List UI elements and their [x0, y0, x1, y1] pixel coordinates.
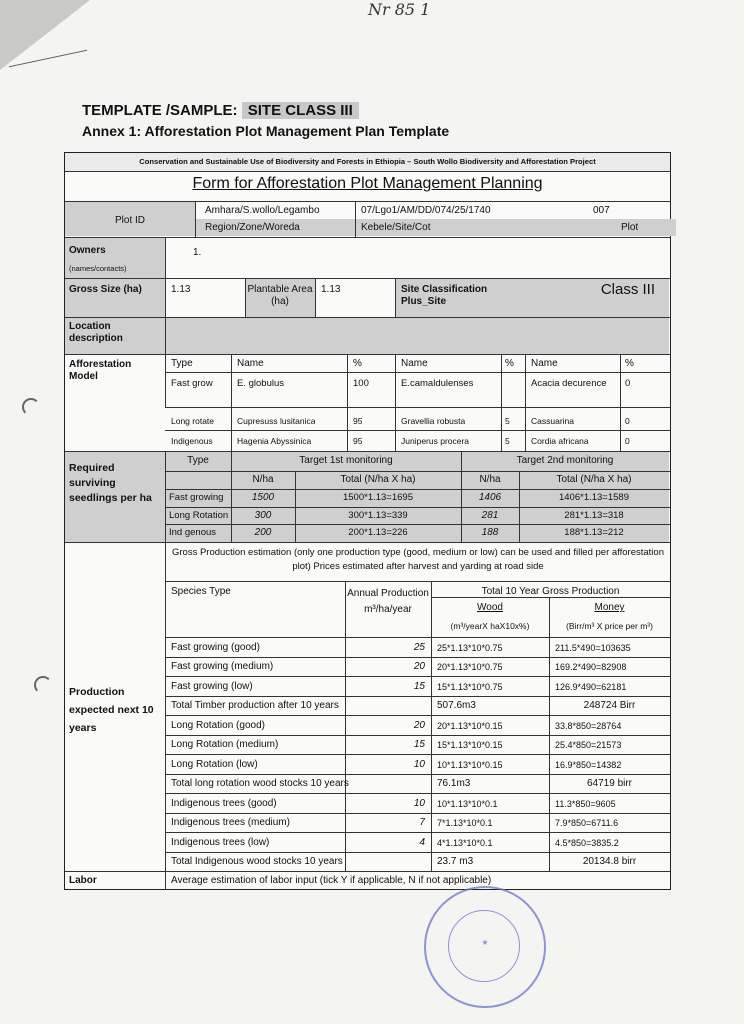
- seedlings-row-long-nha2: 281: [481, 510, 499, 521]
- model-header-pct-3: %: [625, 358, 634, 369]
- plantable-area-label: Plantable Area (ha): [247, 284, 313, 307]
- seedlings-subheader-nha-1: N/ha: [252, 474, 274, 485]
- production-label: Production expected next 10 years: [69, 686, 154, 734]
- production-total-wood: 76.1m3: [437, 778, 471, 789]
- model-row-indigenous-pct-2: 5: [505, 436, 510, 446]
- plot-label: Plot: [621, 222, 639, 233]
- owners-sublabel: (names/contacts): [69, 264, 127, 273]
- production-row-species: Long Rotation (good): [171, 720, 265, 731]
- model-header-pct-1: %: [353, 358, 362, 369]
- model-row-indigenous-type: Indigenous: [171, 436, 213, 446]
- production-row-money: 211.5*490=103635: [555, 643, 631, 653]
- production-row-money: 33.8*850=28764: [555, 721, 622, 731]
- seedlings-row-fast-nha1: 1500: [251, 492, 275, 503]
- production-row-wood: 15*1.13*10*0.75: [437, 682, 503, 692]
- production-row-annual: 10: [413, 759, 425, 770]
- production-row-annual: 15: [413, 739, 425, 750]
- model-row-indigenous-species-3: Cordia africana: [531, 436, 589, 446]
- seedlings-row-long-nha1: 300: [254, 510, 272, 521]
- production-note: Gross Production estimation (only one production type (good, medium or low) can be used and filled per afforestation plot) Prices estimated after harvest and yarding at road side: [172, 547, 664, 572]
- seedlings-subheader-nha-2: N/ha: [479, 474, 501, 485]
- production-money-formula: (Birr/m³ X price per m³): [566, 621, 653, 631]
- punch-hole-mark: [34, 676, 52, 694]
- seedlings-type-header: Type: [187, 455, 209, 466]
- seedlings-target1-header: Target 1st monitoring: [299, 455, 393, 466]
- seedlings-row-fast-total2: 1406*1.13=1589: [558, 492, 629, 503]
- production-row-money: 7.9*850=6711.6: [555, 818, 619, 828]
- model-row-indigenous-species-1: Hagenia Abyssinica: [237, 436, 312, 446]
- production-row-wood: 20*1.13*10*0.75: [437, 662, 503, 672]
- model-row-fast-type: Fast grow: [171, 378, 213, 389]
- afforestation-model-label: Afforestation Model: [69, 359, 132, 382]
- model-row-fast-species-3: Acacia decurence: [531, 378, 607, 389]
- seedlings-row-indigenous-total2: 188*1.13=212: [564, 527, 624, 538]
- production-row-species: Fast growing (good): [171, 642, 260, 653]
- model-header-name-3: Name: [531, 358, 558, 369]
- production-row-wood: 10*1.13*10*0.1: [437, 799, 498, 809]
- production-total-header: Total 10 Year Gross Production: [481, 586, 620, 597]
- model-row-long-pct-1: 95: [353, 416, 363, 426]
- owners-label: Owners: [69, 245, 106, 256]
- site-classification-label: Site Classification Plus_Site: [401, 284, 488, 307]
- seedlings-row-fast-type: Fast growing: [169, 492, 224, 503]
- plot-id-label: Plot ID: [114, 215, 145, 226]
- plan-form: [64, 152, 671, 890]
- production-row-annual: 20: [413, 661, 425, 672]
- production-total-species: Total Indigenous wood stocks 10 years: [171, 856, 343, 867]
- seedlings-subheader-total-2: Total (N/ha X ha): [556, 474, 632, 485]
- production-row-annual: 20: [413, 720, 425, 731]
- production-total-money: 20134.8 birr: [582, 856, 637, 867]
- model-row-long-pct-2: 5: [505, 416, 510, 426]
- production-row-money: 169.2*490=82908: [555, 662, 627, 672]
- owners-value: 1.: [193, 247, 202, 258]
- site-classification-value: Class III: [600, 282, 655, 298]
- model-header-type: Type: [171, 358, 193, 369]
- plot-value: 007: [593, 205, 610, 216]
- location-label: Location description: [69, 321, 123, 344]
- stamp-star-mark: ★: [481, 938, 489, 947]
- model-row-long-pct-3: 0: [625, 416, 630, 426]
- seedlings-row-indigenous-total1: 200*1.13=226: [348, 527, 408, 538]
- seedlings-row-indigenous-nha2: 188: [481, 527, 499, 538]
- model-header-name-2: Name: [401, 358, 428, 369]
- model-row-long-species-1: Cupresuss lusitanica: [237, 416, 316, 426]
- seedlings-row-long-total1: 300*1.13=339: [348, 510, 408, 521]
- production-total-wood: 23.7 m3: [437, 856, 474, 867]
- model-row-long-species-2: Gravellia robusta: [401, 416, 466, 426]
- production-row-annual: 25: [413, 642, 425, 653]
- production-row-species: Long Rotation (low): [171, 759, 258, 770]
- seedlings-row-indigenous-nha1: 200: [254, 527, 272, 538]
- form-title: Form for Afforestation Plot Management Planning: [192, 175, 543, 192]
- gross-size-value: 1.13: [171, 284, 191, 295]
- production-row-money: 4.5*850=3835.2: [555, 838, 619, 848]
- seedlings-target2-header: Target 2nd monitoring: [516, 455, 614, 466]
- production-money-header: Money: [594, 602, 625, 613]
- gross-size-label: Gross Size (ha): [69, 284, 142, 295]
- plantable-area-value: 1.13: [321, 284, 341, 295]
- handwritten-note: Nr 85 1: [368, 0, 431, 19]
- template-title-prefix: TEMPLATE /SAMPLE:: [82, 102, 238, 119]
- model-row-indigenous-species-2: Juniperus procera: [401, 436, 470, 446]
- model-header-name-1: Name: [237, 358, 264, 369]
- production-row-annual: 10: [413, 798, 425, 809]
- project-header: Conservation and Sustainable Use of Biodiversity and Forests in Ethiopia – South Wollo Biodiversity and Afforestation Project: [65, 153, 670, 172]
- template-title: [82, 102, 359, 119]
- production-total-money: 248724 Birr: [583, 700, 636, 711]
- production-row-wood: 10*1.13*10*0.15: [437, 760, 503, 770]
- seedlings-row-fast-total1: 1500*1.13=1695: [342, 492, 413, 503]
- production-row-money: 16.9*850=14382: [555, 760, 622, 770]
- annex-title: Annex 1: Afforestation Plot Management Plan Template: [82, 123, 450, 139]
- seedlings-row-long-type: Long Rotation: [169, 510, 229, 521]
- production-row-wood: 15*1.13*10*0.15: [437, 740, 503, 750]
- production-row-wood: 4*1.13*10*0.1: [437, 838, 493, 848]
- model-row-indigenous-pct-3: 0: [625, 436, 630, 446]
- model-row-fast-pct-3: 0: [625, 378, 631, 389]
- production-row-species: Indigenous trees (medium): [171, 817, 290, 828]
- production-row-wood: 7*1.13*10*0.1: [437, 818, 493, 828]
- production-row-annual: 15: [413, 681, 425, 692]
- production-total-species: Total Timber production after 10 years: [171, 700, 339, 711]
- seedlings-row-indigenous-type: Ind genous: [169, 527, 217, 538]
- production-row-money: 126.9*490=62181: [555, 682, 627, 692]
- model-row-fast-species-2: E.camaldulenses: [401, 378, 474, 389]
- punch-hole-mark: [22, 398, 40, 416]
- kebele-label: Kebele/Site/Cot: [361, 222, 431, 233]
- seedlings-row-fast-nha2: 1406: [478, 492, 502, 503]
- production-row-species: Long Rotation (medium): [171, 739, 279, 750]
- site-class-highlight: SITE CLASS III: [242, 102, 359, 119]
- model-row-indigenous-pct-1: 95: [353, 436, 363, 446]
- production-row-annual: 4: [419, 837, 425, 848]
- production-row-species: Fast growing (medium): [171, 661, 274, 672]
- production-annual-header: Annual Production m³/ha/year: [347, 588, 429, 615]
- production-row-wood: 20*1.13*10*0.15: [437, 721, 503, 731]
- model-row-fast-pct-1: 100: [353, 378, 369, 389]
- labor-note: Average estimation of labor input (tick Y if applicable, N if not applicable): [171, 875, 492, 886]
- production-wood-header: Wood: [477, 602, 503, 613]
- official-stamp-seal: [424, 886, 546, 1008]
- seedlings-row-long-total2: 281*1.13=318: [564, 510, 624, 521]
- region-label: Region/Zone/Woreda: [205, 222, 300, 233]
- production-row-money: 25.4*850=21573: [555, 740, 622, 750]
- production-row-species: Indigenous trees (good): [171, 798, 277, 809]
- model-row-long-species-3: Cassuarina: [531, 416, 574, 426]
- production-row-annual: 7: [419, 817, 425, 828]
- production-row-wood: 25*1.13*10*0.75: [437, 643, 503, 653]
- production-total-wood: 507.6m3: [437, 700, 476, 711]
- production-species-header: Species Type: [171, 586, 231, 597]
- production-row-species: Fast growing (low): [171, 681, 253, 692]
- model-header-pct-2: %: [505, 358, 514, 369]
- seedlings-subheader-total-1: Total (N/ha X ha): [340, 474, 416, 485]
- production-wood-formula: (m³/yearX haX10x%): [450, 621, 530, 631]
- production-row-species: Indigenous trees (low): [171, 837, 270, 848]
- model-row-fast-species-1: E. globulus: [237, 378, 285, 389]
- labor-label: Labor: [69, 875, 97, 886]
- seedlings-label: Required surviving seedlings per ha: [69, 462, 152, 504]
- region-value: Amhara/S.wollo/Legambo: [205, 205, 320, 216]
- model-row-long-type: Long rotate: [171, 416, 215, 426]
- production-total-money: 64719 birr: [586, 778, 633, 789]
- kebele-value: 07/Lgo1/AM/DD/074/25/1740: [361, 205, 491, 216]
- production-row-money: 11.3*850=9605: [555, 799, 616, 809]
- production-total-species: Total long rotation wood stocks 10 years: [171, 778, 349, 789]
